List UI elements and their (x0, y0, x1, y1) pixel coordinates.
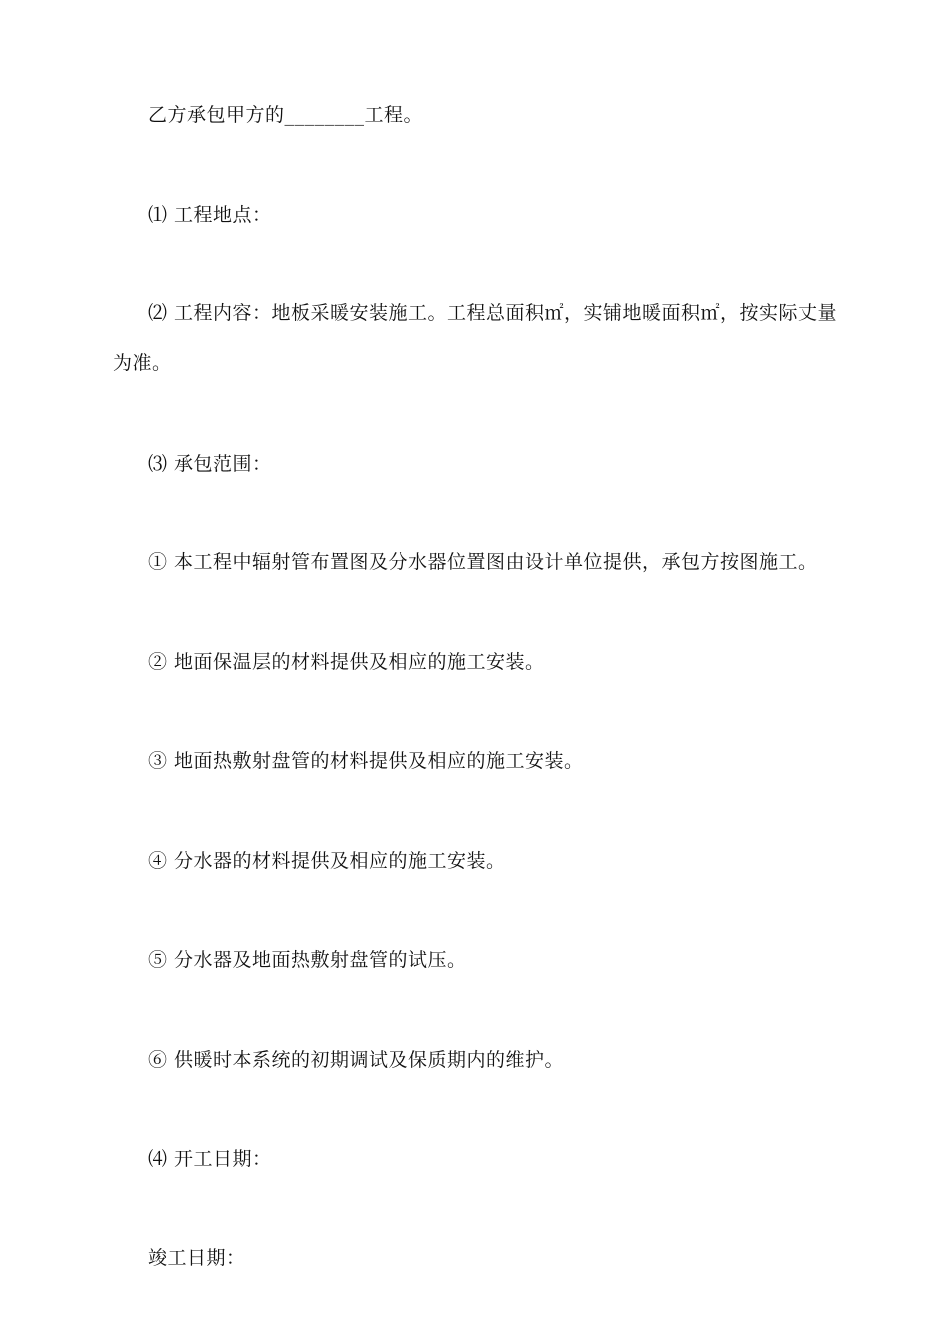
scope-item-6: ⑥ 供暖时本系统的初期调试及保质期内的维护。 (148, 1049, 565, 1071)
project-location-line: ⑴ 工程地点： (148, 204, 272, 226)
scope-item-5: ⑤ 分水器及地面热敷射盘管的试压。 (148, 949, 467, 971)
start-date-line: ⑷ 开工日期： (148, 1148, 272, 1170)
project-content-continuation: 为准。 (113, 352, 172, 374)
project-content-line: ⑵ 工程内容：地板采暖安装施工。工程总面积㎡，实铺地暖面积㎡，按实际丈量 (148, 302, 838, 324)
contract-intro-line: 乙方承包甲方的________工程。 (148, 104, 424, 126)
scope-item-3: ③ 地面热敷射盘管的材料提供及相应的施工安装。 (148, 750, 584, 772)
scope-item-4: ④ 分水器的材料提供及相应的施工安装。 (148, 850, 506, 872)
contract-scope-heading: ⑶ 承包范围： (148, 453, 272, 475)
scope-item-2: ② 地面保温层的材料提供及相应的施工安装。 (148, 651, 545, 673)
scope-item-1: ① 本工程中辐射管布置图及分水器位置图由设计单位提供，承包方按图施工。 (148, 551, 818, 573)
completion-date-line: 竣工日期： (148, 1247, 246, 1269)
